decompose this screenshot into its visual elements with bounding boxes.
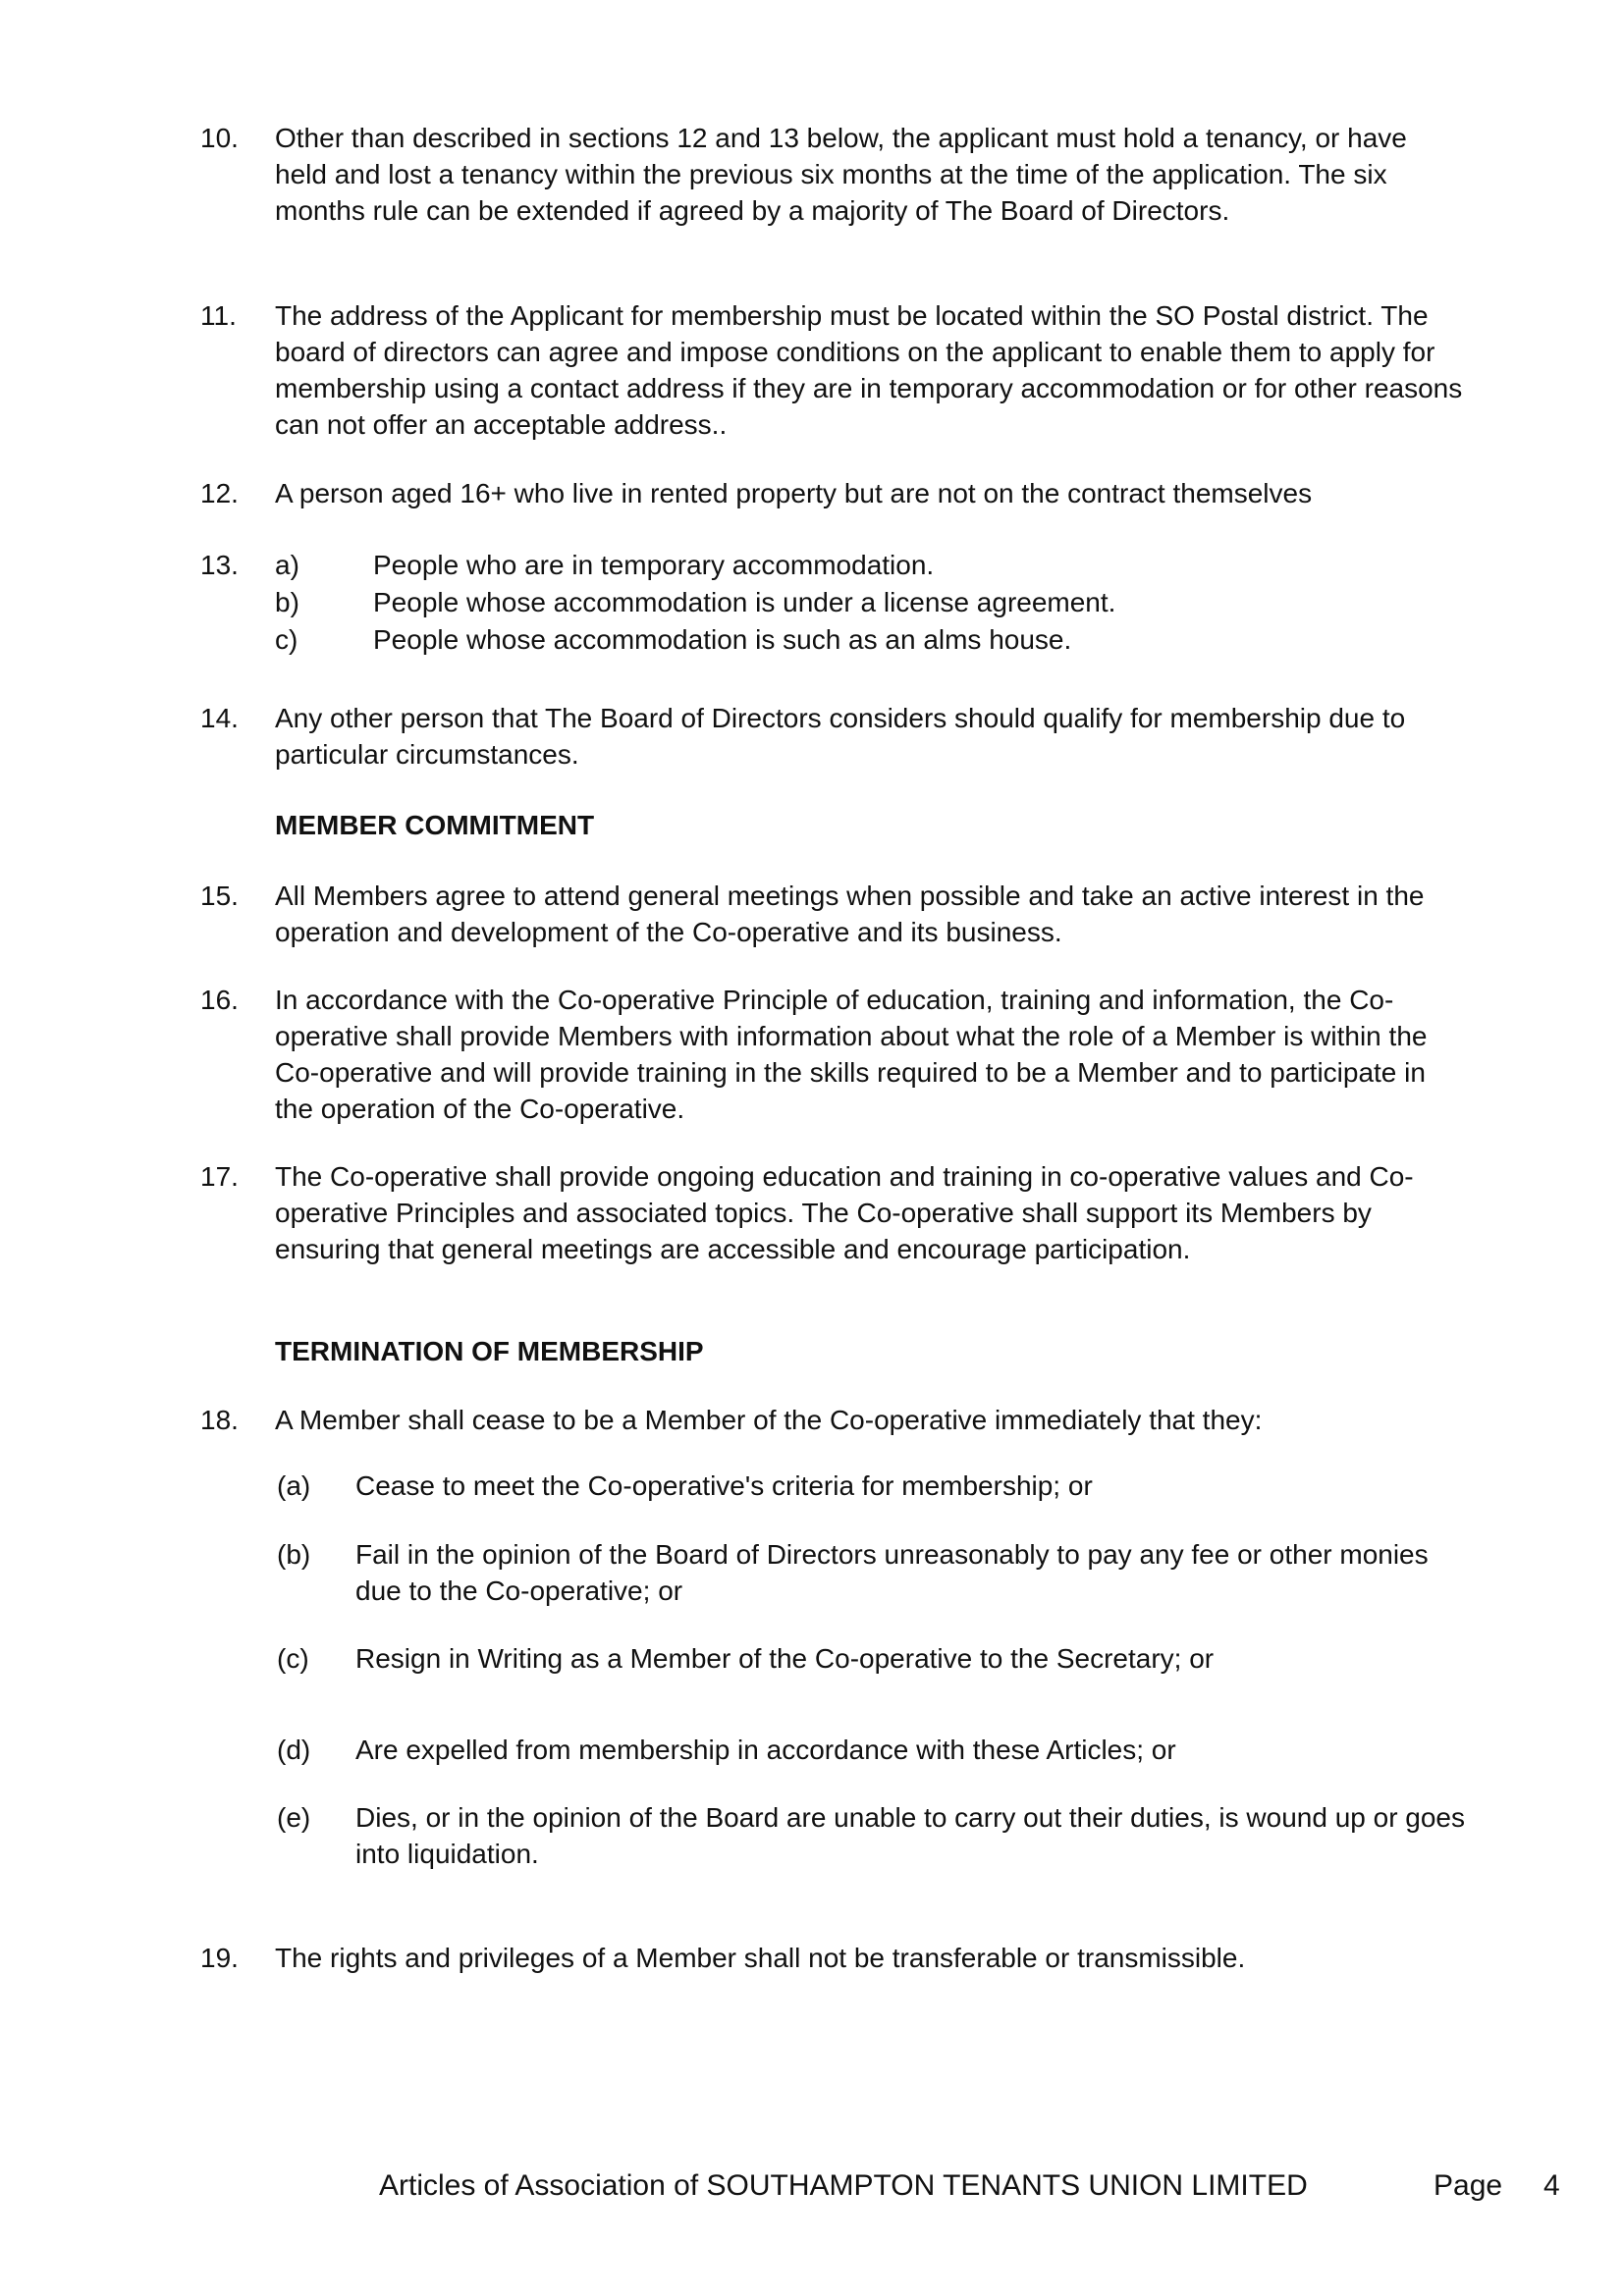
clause-number: 13. [200,550,239,580]
list-item [275,584,1473,621]
list-item-label: (c) [277,1643,309,1674]
clause-number: 15. [200,881,239,911]
clause-text: The Co-operative shall provide ongoing education and training in co-operative values and Co-operative Principles and associated topics. The Co-operative shall support its Members by ensuring that general meetings are accessible and encourage participation. [275,1161,1414,1264]
footer-page-label: Page [1434,2169,1503,2202]
clause-number: 18. [200,1405,239,1435]
clause-text: The address of the Applicant for membership must be located within the SO Postal district. The board of directors can agree and impose conditions on the applicant to enable them to apply for membership using a contact address if they are in temporary accommodation or for other reasons can not offer an acceptable address.. [275,300,1463,440]
list-item-label: b) [275,587,299,617]
clause-number: 11. [200,300,237,331]
clause-text: In accordance with the Co-operative Principle of education, training and information, the Co-operative shall provide Members with information about what the role of a Member is within the Co-operative and will provide training in the skills required to be a Member and to participate in the operation of the Co-operative. [275,985,1428,1124]
list-item-text: Are expelled from membership in accordance with these Articles; or [355,1735,1176,1765]
footer-title: Articles of Association of SOUTHAMPTON TENANTS UNION LIMITED [379,2169,1308,2202]
section-heading-member-commitment: MEMBER COMMITMENT [275,810,595,840]
list-item-text: People whose accommodation is such as an alms house. [373,624,1072,655]
list-item [275,621,1473,659]
clause-text: A Member shall cease to be a Member of the Co-operative immediately that they: [275,1405,1263,1435]
clause-number: 12. [200,478,239,508]
list-item-text: People who are in temporary accommodation. [373,550,935,580]
clause-text: All Members agree to attend general meetings when possible and take an active interest in the operation and development of the Co-operative and its business. [275,881,1425,947]
clause-number: 19. [200,1943,239,1973]
list-item [275,547,1473,584]
list-item-text: Cease to meet the Co-operative's criteria for membership; or [355,1470,1093,1501]
list-item-label: (e) [277,1802,311,1833]
list-item-text: Resign in Writing as a Member of the Co-operative to the Secretary; or [355,1643,1215,1674]
list-item-text: Dies, or in the opinion of the Board are unable to carry out their duties, is wound up or goes into liquidation. [355,1802,1466,1869]
list-item-label: a) [275,550,299,580]
clause-text: Other than described in sections 12 and 13 below, the applicant must hold a tenancy, or have held and lost a tenancy within the previous six months at the time of the application. The six months rule can be extended if agreed by a majority of The Board of Directors. [275,123,1407,226]
list-item-text: Fail in the opinion of the Board of Directors unreasonably to pay any fee or other monies due to the Co-operative; or [355,1539,1429,1606]
clause-text: Any other person that The Board of Directors considers should qualify for membership due to particular circumstances. [275,703,1406,770]
list-item-text: People whose accommodation is under a license agreement. [373,587,1116,617]
clause-number: 16. [200,985,239,1015]
clause-number: 14. [200,703,239,733]
footer-page-number: 4 [1543,2169,1560,2202]
clause-number: 17. [200,1161,239,1192]
list-item-label: (b) [277,1539,311,1570]
clause-number: 10. [200,123,239,153]
list-item-label: (a) [277,1470,311,1501]
clause-text: A person aged 16+ who live in rented property but are not on the contract themselves [275,478,1313,508]
clause-text: The rights and privileges of a Member shall not be transferable or transmissible. [275,1943,1246,1973]
list-item-label: (d) [277,1735,311,1765]
list-item-label: c) [275,624,298,655]
section-heading-termination: TERMINATION OF MEMBERSHIP [275,1336,704,1366]
